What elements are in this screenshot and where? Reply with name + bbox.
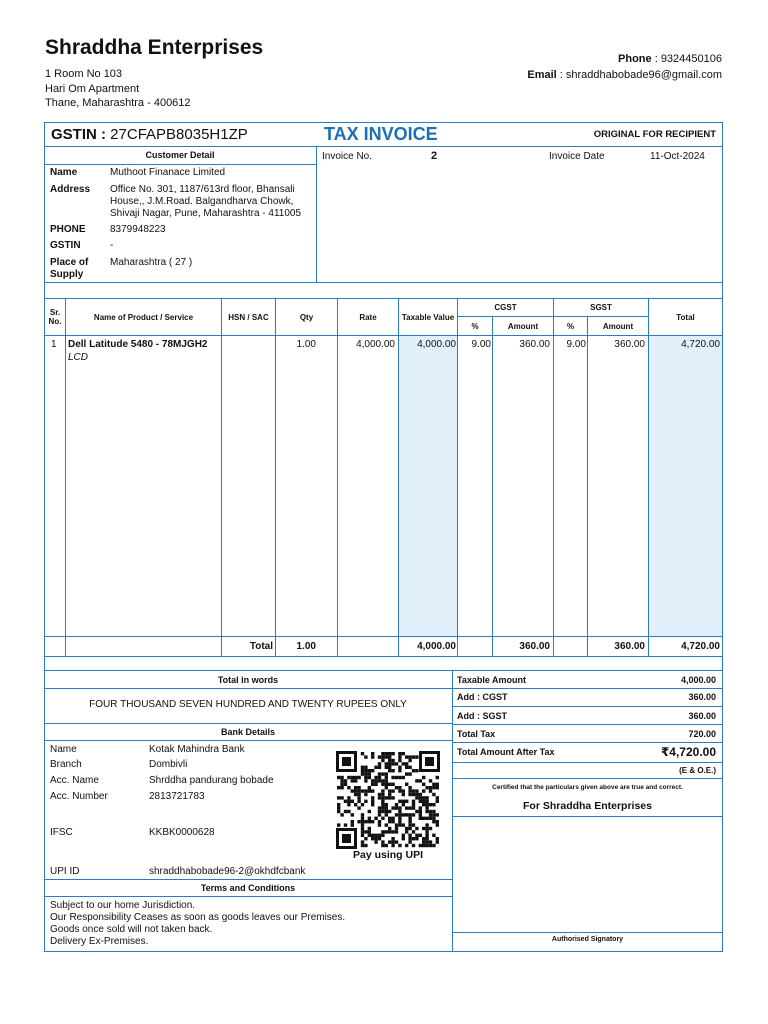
summary-value: 720.00 <box>688 729 716 739</box>
terms-line: Our Responsibility Ceases as soon as goods leaves our Premises. <box>50 912 346 923</box>
totals-cgst: 360.00 <box>519 641 550 652</box>
bank-branch-label: Branch <box>50 759 82 770</box>
row-desc: LCD <box>68 352 89 363</box>
terms-line: Delivery Ex-Premises. <box>50 936 149 947</box>
row-product: Dell Latitude 5480 - 78MJGH2 <box>68 339 208 350</box>
customer-phone-label: PHONE <box>50 224 86 235</box>
bank-title: Bank Details <box>220 727 276 737</box>
acc-name: Shrddha pandurang bobade <box>149 775 274 786</box>
col-header-product: Name of Product / Service <box>93 313 194 322</box>
customer-name-label: Name <box>50 167 78 178</box>
grand-total-label: Total Amount After Tax <box>457 747 555 757</box>
row-rate: 4,000.00 <box>356 339 395 350</box>
summary-value: 4,000.00 <box>680 675 716 685</box>
certify-text: Certified that the particulars given above are true and correct. <box>492 784 683 791</box>
grand-total-value: ₹4,720.00 <box>660 745 716 759</box>
customer-gstin-label: GSTIN <box>50 240 81 251</box>
upi-id: shraddhabobade96-2@okhdfcbank <box>149 866 306 877</box>
row-sgst-pct: 9.00 <box>566 339 586 350</box>
col-header-total: Total <box>676 313 695 322</box>
invoice-title: TAX INVOICE <box>324 124 438 144</box>
bank-name-label: Name <box>50 744 77 755</box>
totals-taxable: 4,000.00 <box>417 641 456 652</box>
customer-name: Muthoot Finanace Limited <box>110 167 226 178</box>
totals-grand: 4,720.00 <box>681 641 720 652</box>
row-total: 4,720.00 <box>681 339 720 350</box>
gstin-row <box>51 126 248 143</box>
bank-branch: Dombivli <box>149 759 188 770</box>
summary-label: Add : CGST <box>457 692 508 702</box>
invoice-no: 2 <box>431 150 438 162</box>
upi-qr-code <box>336 751 440 849</box>
company-address <box>45 67 191 111</box>
company-contact: Phone : 9324450106 Email : shraddhabobade96@gmail.com <box>527 53 722 81</box>
acc-name-label: Acc. Name <box>50 775 99 786</box>
terms-title: Terms and Conditions <box>200 883 296 893</box>
col-header-qty: Qty <box>299 313 314 322</box>
row-taxable: 4,000.00 <box>417 339 456 350</box>
address-line: Hari Om Apartment <box>45 82 140 95</box>
eoe-note: (E & O.E.) <box>679 766 716 775</box>
totals-sgst: 360.00 <box>614 641 645 652</box>
place-of-supply-label: Place of Supply <box>50 257 89 280</box>
row-sgst-amount: 360.00 <box>614 339 645 350</box>
col-header-cgst-amount: Amount <box>507 322 539 331</box>
customer-section-title: Customer Detail <box>145 150 215 160</box>
copy-label: ORIGINAL FOR RECIPIENT <box>593 129 716 140</box>
ifsc-label: IFSC <box>50 827 73 838</box>
col-header-sgst-amount: Amount <box>602 322 634 331</box>
summary-label: Taxable Amount <box>457 675 527 685</box>
row-qty: 1.00 <box>296 339 316 350</box>
company-phone: 9324450106 <box>660 53 722 65</box>
amount-in-words: FOUR THOUSAND SEVEN HUNDRED AND TWENTY RUPEES ONLY <box>89 699 407 710</box>
summary-value: 360.00 <box>688 692 716 702</box>
seller-gstin: 27CFAPB8035H1ZP <box>110 126 248 143</box>
address-line: Thane, Maharashtra - 400612 <box>45 97 191 109</box>
bank-name: Kotak Mahindra Bank <box>149 744 245 755</box>
authorised-signatory: Authorised Signatory <box>551 936 624 943</box>
customer-address: Office No. 301, 1187/613rd floor, Bhansali House,, J.M.Road. Balgandharva Chowk, Shivaji Nagar, Pune, Maharashtra - 411005 <box>110 184 302 219</box>
col-header-taxable: Taxable Value <box>401 313 455 322</box>
invoice-date: 11-Oct-2024 <box>650 151 705 162</box>
row-cgst-pct: 9.00 <box>471 339 491 350</box>
gstin-label: GSTIN : <box>51 126 106 143</box>
for-company: For Shraddha Enterprises <box>523 800 652 812</box>
row-sr: 1 <box>51 339 57 350</box>
col-header-sgst: SGST <box>590 303 612 312</box>
summary-label: Total Tax <box>457 729 496 739</box>
customer-address-label: Address <box>50 184 91 195</box>
col-header-sr: Sr. No. <box>48 308 62 326</box>
upi-id-label: UPI ID <box>50 866 80 877</box>
place-of-supply: Maharashtra ( 27 ) <box>110 257 193 268</box>
customer-gstin: - <box>110 240 114 251</box>
terms-list <box>50 900 345 948</box>
col-header-sgst-pct: % <box>566 322 575 331</box>
summary-value: 360.00 <box>688 711 716 721</box>
phone-label: Phone <box>618 53 652 65</box>
col-header-cgst-pct: % <box>471 322 479 331</box>
acc-number: 2813721783 <box>149 791 205 802</box>
col-header-cgst: CGST <box>494 303 517 312</box>
email-label: Email <box>527 69 557 81</box>
totals-qty: 1.00 <box>296 641 316 652</box>
qr-caption: Pay using UPI <box>352 849 424 861</box>
col-header-hsn: HSN / SAC <box>228 313 269 322</box>
invoice-date-label: Invoice Date <box>549 151 605 162</box>
company-email: shraddhabobade96@gmail.com <box>565 69 722 81</box>
terms-line: Subject to our home Jurisdiction. <box>50 900 196 911</box>
acc-number-label: Acc. Number <box>50 791 108 802</box>
col-header-rate: Rate <box>359 313 377 322</box>
terms-line: Goods once sold will not taken back. <box>50 924 213 935</box>
words-title: Total in words <box>217 675 279 685</box>
ifsc-code: KKBK0000628 <box>149 827 215 838</box>
company-name: Shraddha Enterprises <box>45 36 264 59</box>
customer-phone: 8379948223 <box>110 224 166 235</box>
totals-label: Total <box>249 641 273 652</box>
invoice-no-label: Invoice No. <box>322 151 373 162</box>
summary-label: Add : SGST <box>457 711 507 721</box>
row-cgst-amount: 360.00 <box>519 339 550 350</box>
address-line: 1 Room No 103 <box>45 68 123 80</box>
